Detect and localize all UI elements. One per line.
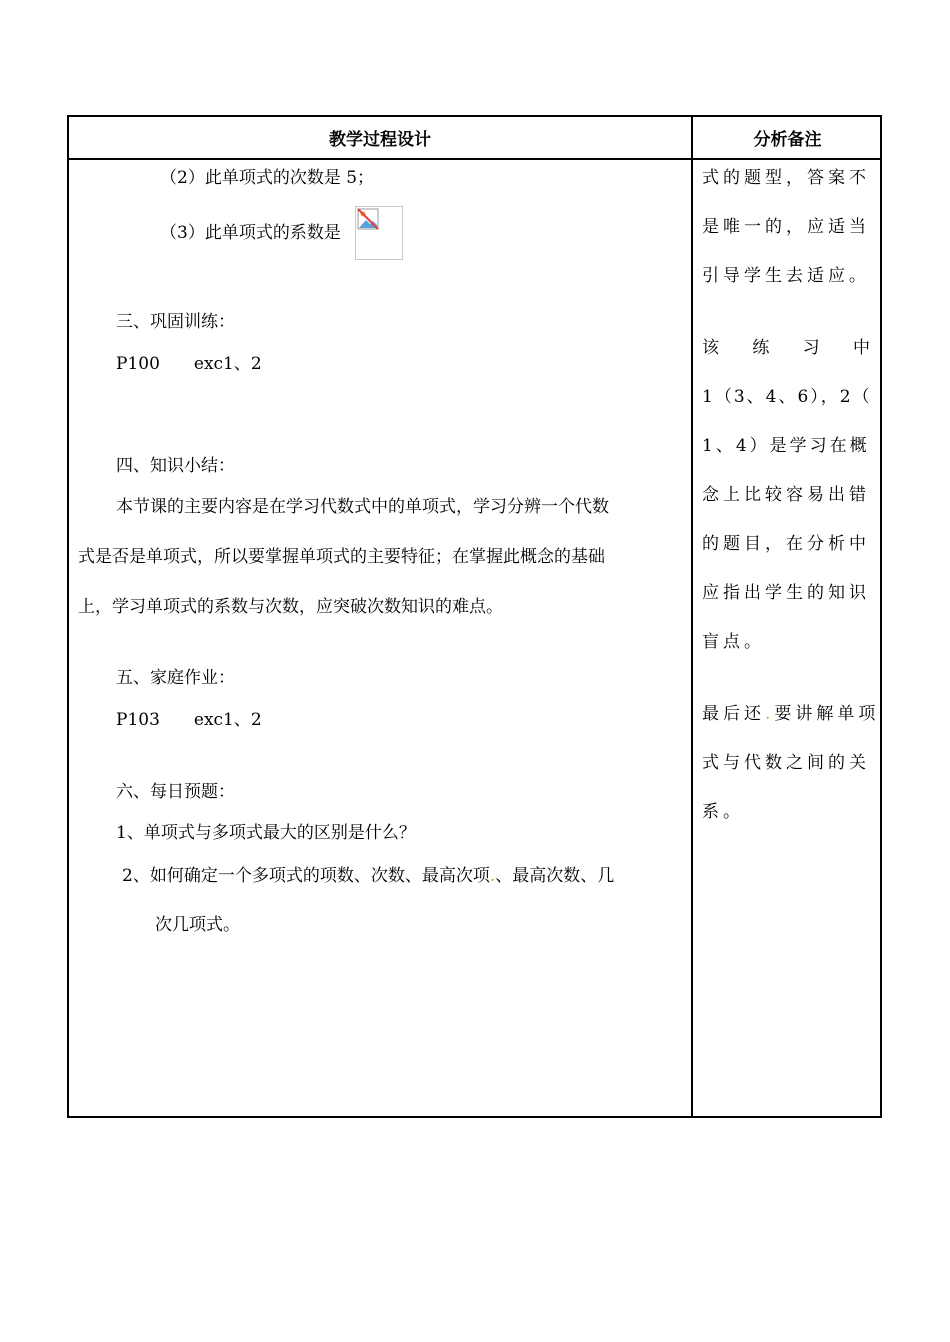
highlight-mark: . [489, 866, 496, 886]
note-line-10: 盲点。 [702, 632, 765, 652]
note-char: 中 [852, 338, 870, 358]
degree-line: （2）此单项式的次数是 5； [160, 168, 375, 188]
note-line-11-part-a: 最后还 [702, 704, 765, 724]
note-line-8: 的题目，在分析中 [702, 534, 870, 554]
note-line-3: 引导学生去适应。 [702, 266, 870, 286]
consolidate-ref: P100 exc1、2 [116, 354, 262, 374]
note-line-13: 系。 [702, 802, 744, 822]
header-teaching-process: 教学过程设计 [329, 130, 431, 150]
preview-title: 六、每日预题： [116, 782, 235, 802]
coefficient-line: （3）此单项式的系数是 [160, 223, 341, 243]
homework-title: 五、家庭作业： [116, 668, 235, 688]
note-line-11 [702, 704, 879, 724]
summary-line-3: 上，学习单项式的系数与次数，应突破次数知识的难点。 [78, 597, 503, 617]
note-char: 该 [702, 338, 719, 358]
note-line-5: 1（3、4、6），2（ [702, 387, 872, 407]
header-divider [69, 158, 880, 160]
summary-title: 四、知识小结： [116, 456, 235, 476]
header-analysis-notes: 分析备注 [753, 130, 822, 150]
note-line-6: 1、4）是学习在概 [702, 436, 870, 456]
preview-question-2-continued: 次几项式。 [155, 915, 240, 935]
note-line-7: 念上比较容易出错 [702, 485, 870, 505]
highlight-mark: . [765, 704, 775, 724]
preview-question-2 [122, 866, 614, 886]
preview-question-1: 1、单项式与多项式最大的区别是什么？ [116, 823, 416, 843]
consolidate-title: 三、巩固训练： [116, 312, 235, 332]
note-line-2: 是唯一的，应适当 [702, 217, 870, 237]
note-char: 练 [752, 338, 770, 358]
preview-question-2-part-b: 、最高次数、几 [495, 866, 615, 886]
note-line-11-part-b: 要讲解单项 [774, 704, 880, 724]
column-divider [691, 117, 693, 1116]
note-line-1: 式的题型，答案不 [702, 168, 870, 188]
note-char: 习 [802, 338, 820, 358]
homework-ref: P103 exc1、2 [116, 710, 262, 730]
preview-question-2-part-a: 2、如何确定一个多项式的项数、次数、最高次项 [122, 866, 490, 886]
note-line-9: 应指出学生的知识 [702, 583, 870, 603]
summary-line-2: 式是否是单项式，所以要掌握单项式的主要特征；在掌握此概念的基础 [78, 547, 605, 567]
summary-line-1: 本节课的主要内容是在学习代数式中的单项式，学习分辨一个代数 [116, 497, 609, 517]
broken-image-icon [355, 206, 403, 260]
note-line-12: 式与代数之间的关 [702, 753, 870, 773]
note-line-4 [702, 338, 870, 358]
